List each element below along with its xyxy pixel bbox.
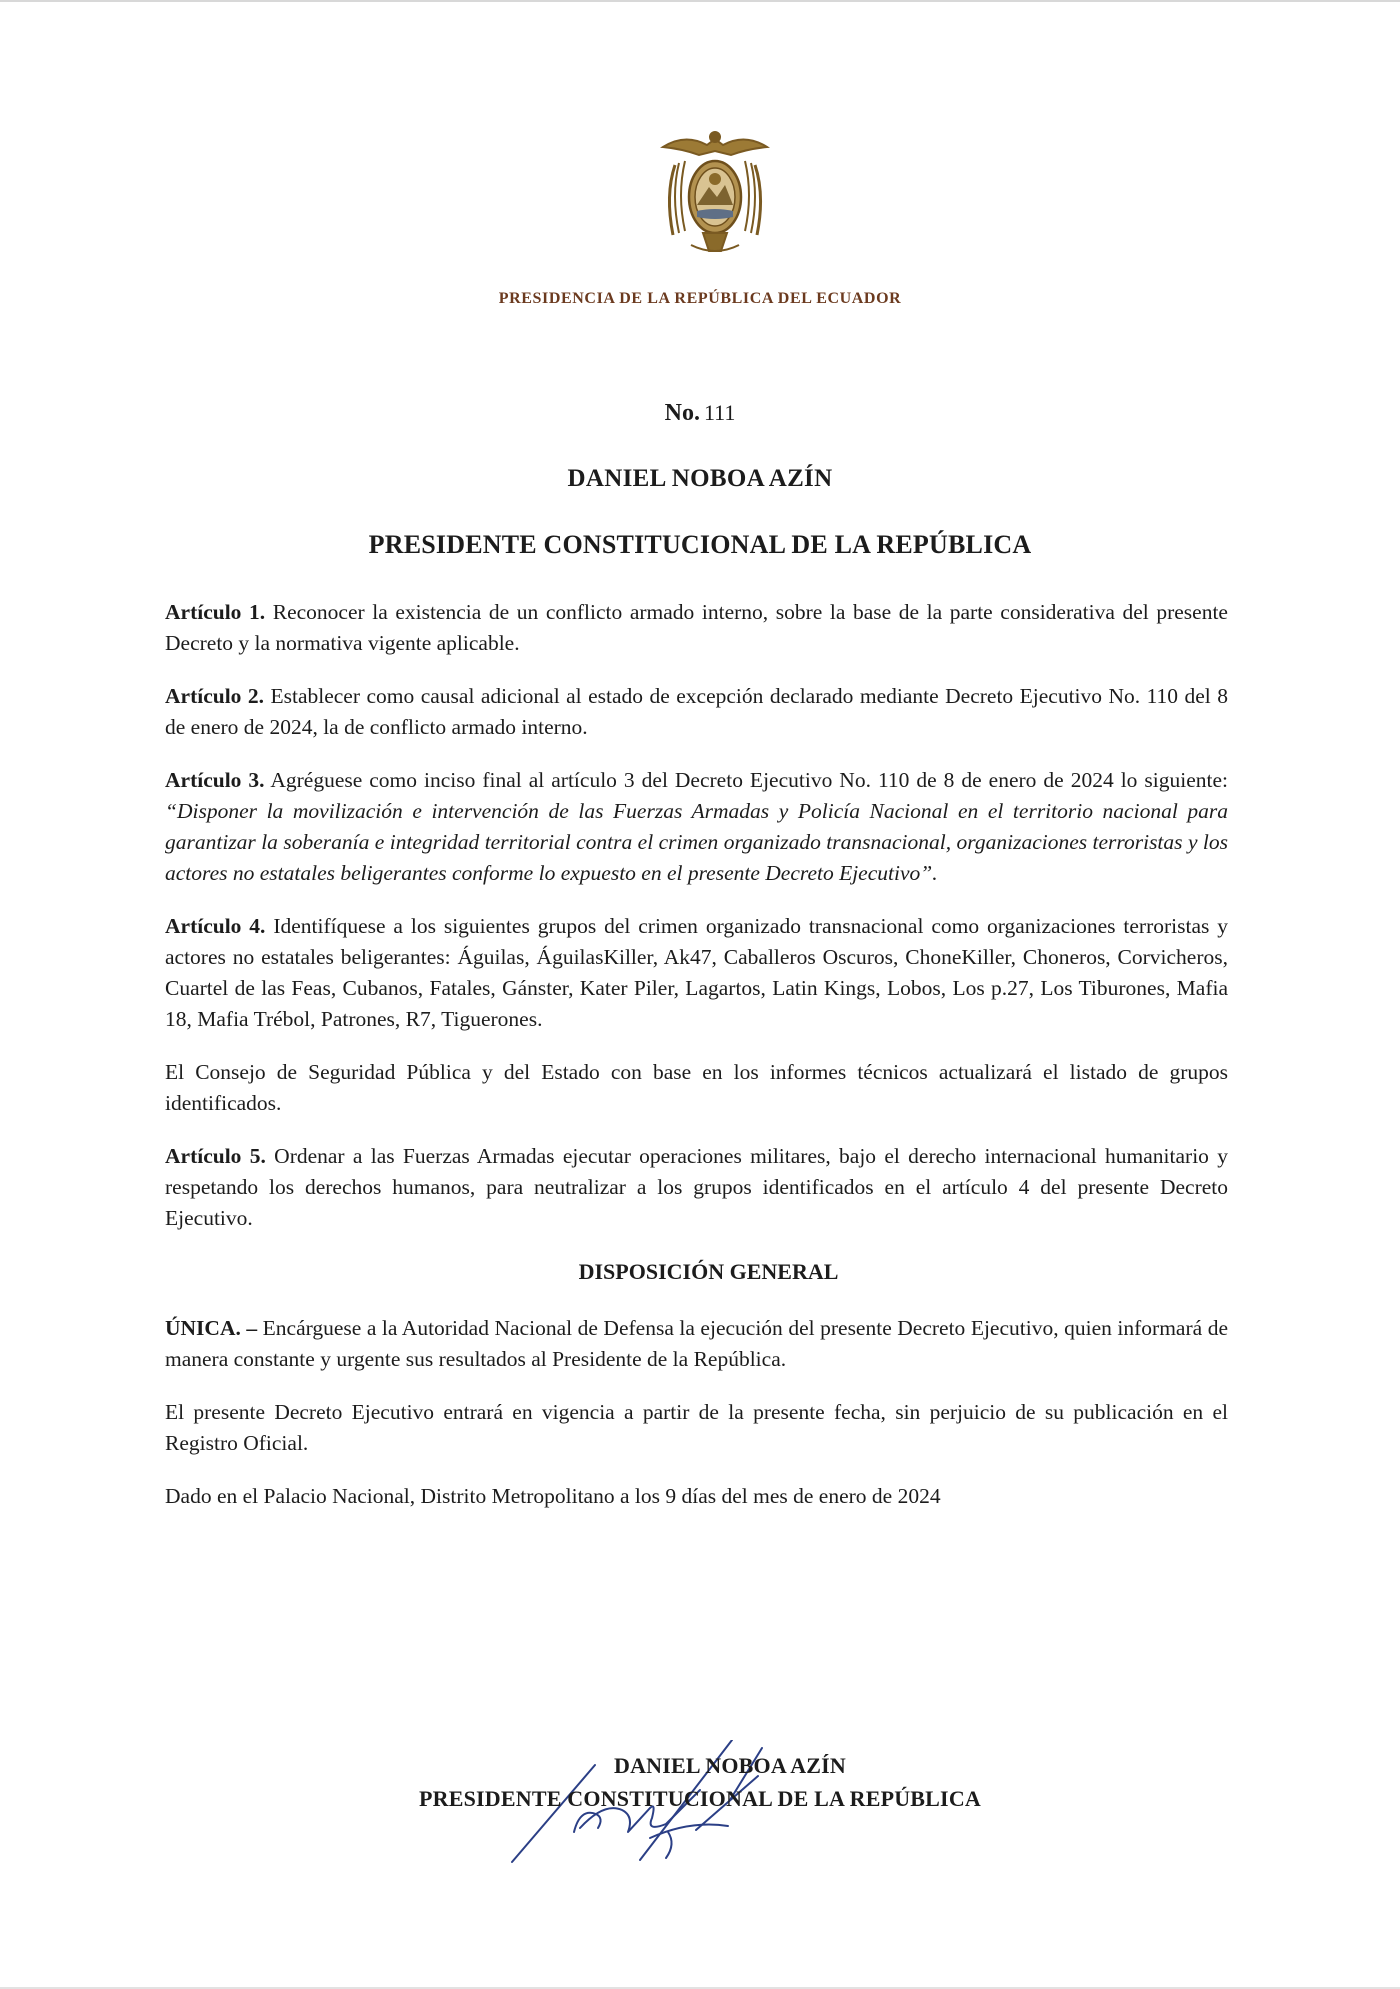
signature-name: DANIEL NOBOA AZÍN <box>613 1753 846 1778</box>
article-label: Artículo 5. <box>165 1144 266 1168</box>
article-4-paragraph <box>165 1057 1228 1119</box>
article-3 <box>165 765 1228 889</box>
dated-line: Dado en el Palacio Nacional, Distrito Metropolitano a los 9 días del mes de enero de 2024 <box>165 1484 941 1508</box>
article-text: El Consejo de Seguridad Pública y del Estado con base en los informes técnicos actualizará el listado de grupos identificados. <box>165 1060 1228 1115</box>
article-text: Reconocer la existencia de un conflicto armado interno, sobre la base de la parte considerativa del presente Decreto y la normativa vigente aplicable. <box>165 600 1228 655</box>
article-label: Artículo 2. <box>165 684 265 708</box>
article-label: Artículo 4. <box>165 914 266 938</box>
article-quote: “Disponer la movilización e intervención de las Fuerzas Armadas y Policía Nacional en el territorio nacional para garantizar la soberanía e integridad territorial contra el crimen organizado transnacional, organizaciones terroristas y los actores no estatales beligerantes conforme lo expuesto en el presente Decreto Ejecutivo”. <box>165 799 1228 885</box>
signer-name-heading: DANIEL NOBOA AZÍN <box>567 465 833 492</box>
article-text: Ordenar a las Fuerzas Armadas ejecutar operaciones militares, bajo el derecho internacional humanitario y respetando los derechos humanos, para neutralizar a los grupos identificados en el artículo 4 del presente Decreto Ejecutivo. <box>165 1144 1228 1230</box>
provision-text: Encárguese a la Autoridad Nacional de Defensa la ejecución del presente Decreto Ejecutivo, quien informará de manera constante y urgente sus resultados al Presidente de la República. <box>165 1316 1228 1371</box>
signer-title-heading: PRESIDENTE CONSTITUCIONAL DE LA REPÚBLICA <box>368 530 1032 559</box>
ecuador-coat-of-arms-icon <box>655 125 775 260</box>
decree-number-value: 111 <box>703 400 736 425</box>
article-5 <box>165 1141 1228 1234</box>
article-text: Identifíquese a los siguientes grupos del crimen organizado transnacional como organizaciones terroristas y actores no estatales beligerantes: Águilas, ÁguilasKiller, Ak47, Caballeros Oscuros, ChoneKiller, Choneros, Corvicheros, Cuartel de las Feas, Cubanos, Fatales, Gánster, Kater Piler, Lagartos, Latin Kings, Lobos, Los p.27, Los Tiburones, Mafia 18, Mafia Trébol, Patrones, R7, Tiguerones. <box>165 914 1228 1031</box>
general-provision <box>165 1313 1228 1375</box>
decree-number-label: No. <box>664 400 700 426</box>
decree-number <box>0 400 1400 427</box>
article-text: Establecer como causal adicional al estado de excepción declarado mediante Decreto Ejecutivo No. 110 del 8 de enero de 2024, la de conflicto armado interno. <box>165 684 1228 739</box>
article-4 <box>165 911 1228 1035</box>
article-1 <box>165 597 1228 659</box>
article-2 <box>165 681 1228 743</box>
article-text: Agréguese como inciso final al artículo 3 del Decreto Ejecutivo No. 110 de 8 de enero de 2024 lo siguiente: <box>264 768 1228 792</box>
general-provision-heading: DISPOSICIÓN GENERAL <box>578 1259 839 1284</box>
provision-label: ÚNICA. – <box>165 1316 258 1340</box>
article-label: Artículo 3. <box>165 768 265 792</box>
article-label: Artículo 1. <box>165 600 266 624</box>
decree-body <box>165 597 1228 1534</box>
signature-title: PRESIDENTE CONSTITUCIONAL DE LA REPÚBLICA <box>419 1786 981 1811</box>
institution-header: PRESIDENCIA DE LA REPÚBLICA DEL ECUADOR <box>498 290 902 307</box>
validity-paragraph: El presente Decreto Ejecutivo entrará en vigencia a partir de la presente fecha, sin perjuicio de su publicación en el Registro Oficial. <box>165 1400 1228 1455</box>
